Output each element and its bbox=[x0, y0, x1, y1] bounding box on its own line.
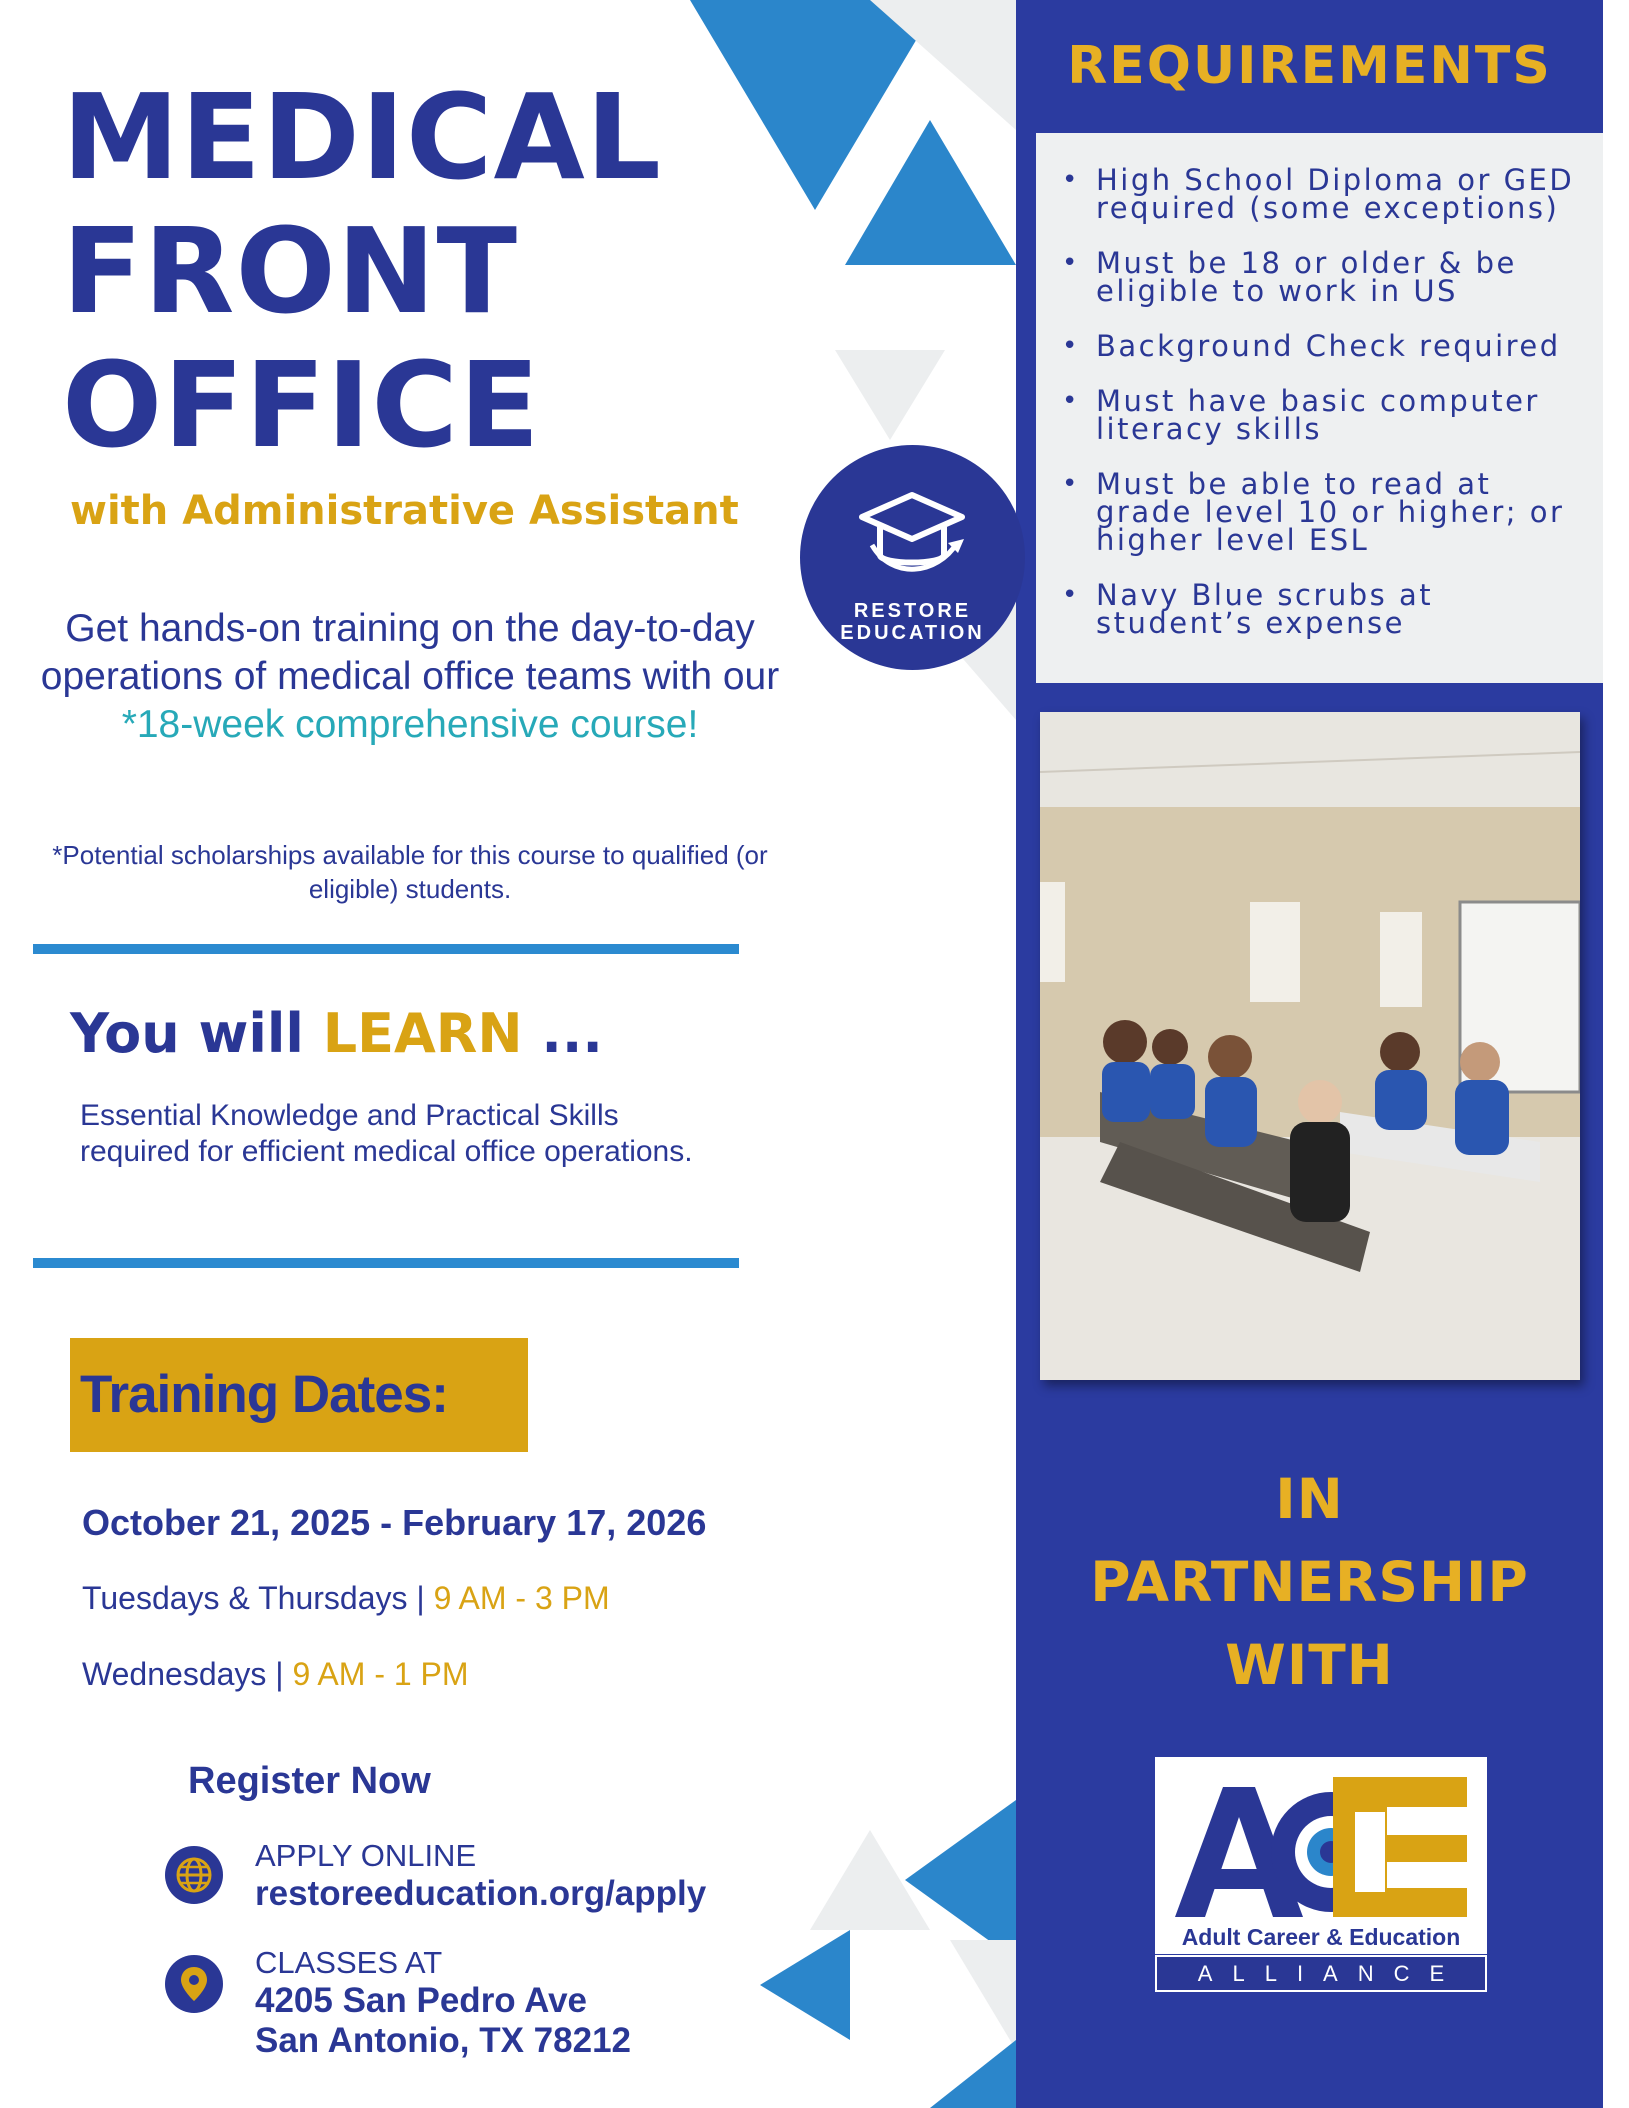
schedule-days: Wednesdays bbox=[82, 1656, 267, 1692]
address-line1: 4205 San Pedro Ave bbox=[255, 1981, 588, 2020]
classroom-photo bbox=[1040, 712, 1580, 1380]
intro-highlight: *18-week comprehensive course! bbox=[121, 703, 699, 746]
location-pin-icon bbox=[165, 1955, 223, 2013]
partnership-line: WITH bbox=[1225, 1633, 1394, 1697]
schedule-days: Tuesdays & Thursdays bbox=[82, 1580, 408, 1616]
schedule-row bbox=[82, 1580, 610, 1617]
schedule-time: 9 AM - 3 PM bbox=[433, 1580, 610, 1616]
intro-text bbox=[40, 605, 780, 749]
requirement-item: • Must be 18 or older & be eligible to work in US bbox=[1058, 249, 1598, 305]
globe-icon bbox=[165, 1846, 223, 1904]
apply-online bbox=[255, 1838, 706, 1914]
intro-body: Get hands-on training on the day-to-day operations of medical office teams with our bbox=[40, 607, 780, 698]
requirement-item: • Navy Blue scrubs at student’s expense bbox=[1058, 581, 1598, 637]
logo-line1: RESTORE bbox=[853, 600, 972, 622]
restore-education-logo bbox=[800, 445, 1025, 670]
training-dates-label: Training Dates: bbox=[80, 1365, 448, 1424]
ace-caption: Adult Career & Education bbox=[1155, 1920, 1487, 1954]
schedule-separator: | bbox=[275, 1656, 284, 1692]
classes-label: CLASSES AT bbox=[255, 1945, 443, 1980]
ace-alliance: ALLIANCE bbox=[1155, 1955, 1487, 1992]
requirement-item: • Must be able to read at grade level 10 or higher; or higher level ESL bbox=[1058, 470, 1598, 554]
requirement-item: • High School Diploma or GED required (some exceptions) bbox=[1058, 166, 1598, 222]
title-line: MEDICAL bbox=[62, 68, 662, 206]
partnership-heading bbox=[1016, 1458, 1603, 1707]
subtitle: with Administrative Assistant bbox=[70, 488, 739, 534]
requirement-item: • Background Check required bbox=[1058, 332, 1598, 360]
learn-heading bbox=[70, 1002, 603, 1065]
logo-line2: EDUCATION bbox=[840, 622, 985, 644]
page-title bbox=[62, 70, 762, 472]
scholarship-note: *Potential scholarships available for this course to qualified (or eligible) students. bbox=[52, 840, 768, 904]
learn-body: Essential Knowledge and Practical Skills required for efficient medical office operations. bbox=[80, 1099, 693, 1168]
class-location bbox=[255, 1945, 631, 2061]
address-line2: San Antonio, TX 78212 bbox=[255, 2021, 632, 2060]
learn-heading-highlight: LEARN bbox=[322, 1002, 523, 1065]
schedule-separator: | bbox=[416, 1580, 425, 1616]
requirements-list bbox=[1058, 163, 1598, 664]
learn-heading-suffix: ... bbox=[541, 1002, 603, 1065]
schedule-row bbox=[82, 1656, 469, 1693]
ace-letters: ACE bbox=[1321, 1777, 1324, 1778]
divider bbox=[33, 944, 739, 954]
partnership-line: IN bbox=[1275, 1467, 1344, 1531]
apply-label: APPLY ONLINE bbox=[255, 1838, 477, 1873]
date-range: October 21, 2025 - February 17, 2026 bbox=[82, 1502, 707, 1543]
graduation-cap-icon bbox=[852, 485, 972, 585]
learn-heading-prefix: You will bbox=[70, 1002, 304, 1065]
title-line: OFFICE bbox=[62, 336, 541, 474]
register-heading: Register Now bbox=[188, 1760, 431, 1802]
title-line: FRONT bbox=[62, 202, 519, 340]
apply-url-link[interactable]: restoreeducation.org/apply bbox=[255, 1874, 707, 1913]
requirement-item: • Must have basic computer literacy skills bbox=[1058, 387, 1598, 443]
partnership-line: PARTNERSHIP bbox=[1090, 1550, 1529, 1614]
requirements-heading: REQUIREMENTS bbox=[1067, 36, 1552, 96]
schedule-time: 9 AM - 1 PM bbox=[292, 1656, 469, 1692]
divider bbox=[33, 1258, 739, 1268]
logo-text bbox=[800, 600, 1025, 644]
